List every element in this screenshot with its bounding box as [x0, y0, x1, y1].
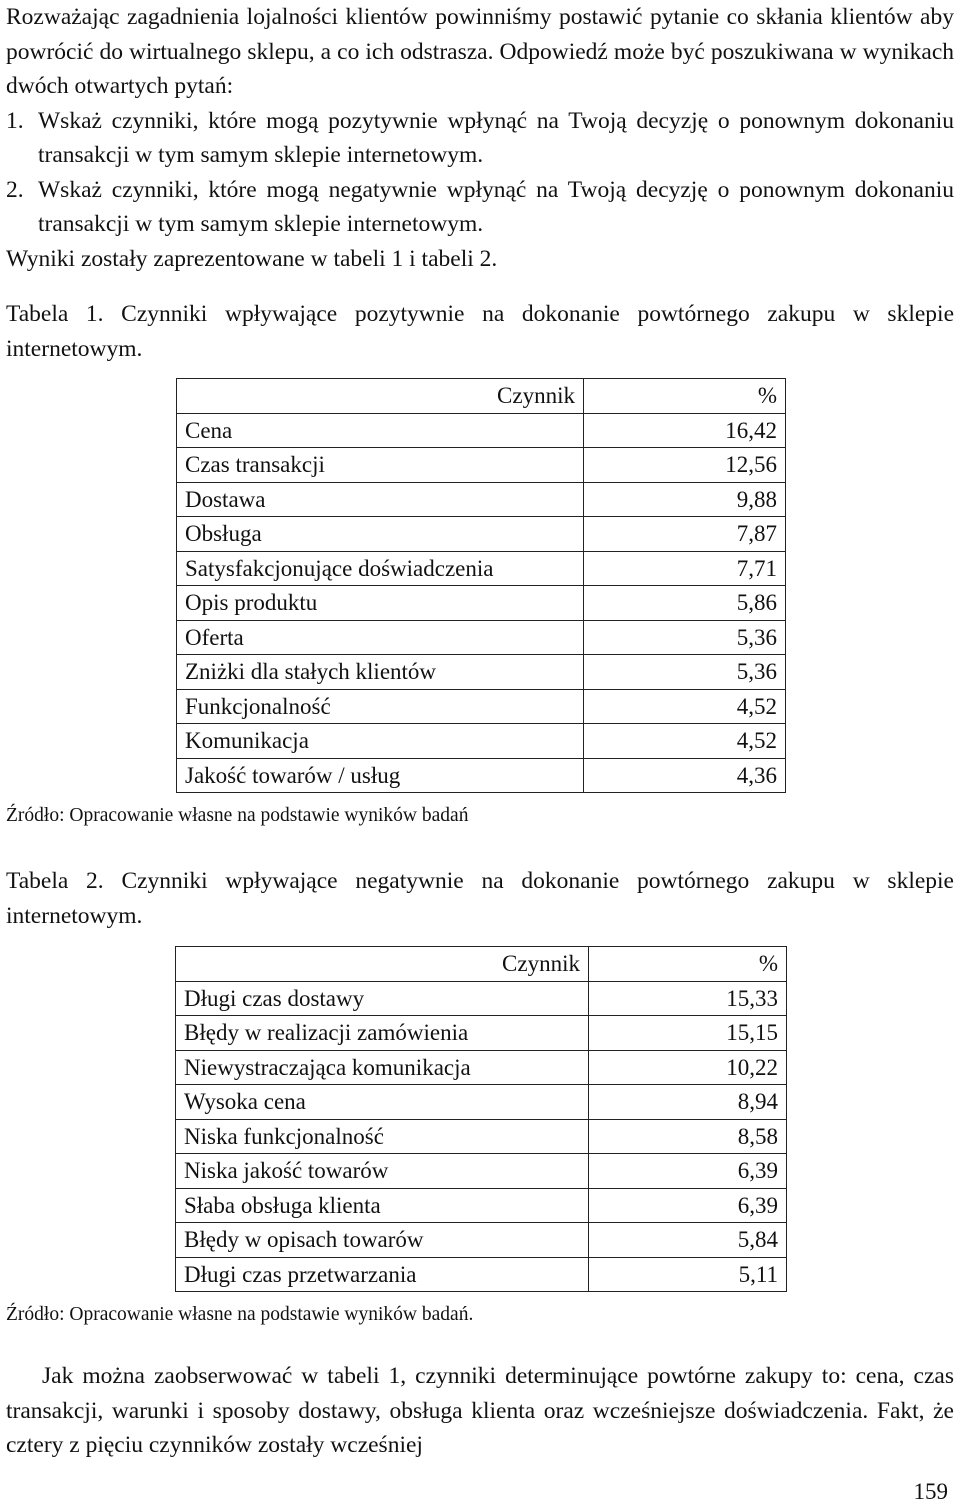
percent-cell: 5,84 [589, 1223, 787, 1258]
table-row [177, 413, 786, 448]
percent-column-header: % [584, 379, 786, 414]
factor-cell: Funkcjonalność [177, 689, 584, 724]
factor-column-header: Czynnik [177, 379, 584, 414]
question-text: Wskaż czynniki, które mogą pozytywnie wpłynąć na Twoją decyzję o ponownym dokonaniu transakcji w tym samym sklepie internetowym. [38, 107, 954, 168]
percent-cell: 7,87 [584, 517, 786, 552]
page-number: 159 [913, 1479, 948, 1504]
factor-cell: Zniżki dla stałych klientów [177, 655, 584, 690]
factor-cell: Błędy w opisach towarów [176, 1223, 589, 1258]
factor-cell: Błędy w realizacji zamówienia [176, 1016, 589, 1051]
table-row [176, 1050, 787, 1085]
table2-caption: Tabela 2. Czynniki wpływające negatywnie na dokonanie powtórnego zakupu w sklepie internetowym. [6, 868, 954, 929]
factor-cell: Czas transakcji [177, 448, 584, 483]
table2 [175, 946, 787, 1292]
factor-cell: Niska funkcjonalność [176, 1119, 589, 1154]
question-item [6, 104, 954, 173]
factor-cell: Długi czas dostawy [176, 981, 589, 1016]
question-number: 2. [6, 176, 24, 203]
percent-cell: 5,36 [584, 620, 786, 655]
percent-cell: 15,33 [589, 981, 787, 1016]
table-row [176, 1119, 787, 1154]
percent-cell: 5,86 [584, 586, 786, 621]
intro-section [6, 0, 954, 276]
percent-column-header: % [589, 947, 787, 982]
percent-cell: 8,94 [589, 1085, 787, 1120]
table1-source: Źródło: Opracowanie własne na podstawie wyników badań [6, 805, 469, 826]
factor-column-header: Czynnik [176, 947, 589, 982]
table-row [177, 724, 786, 759]
factor-cell: Satysfakcjonujące doświadczenia [177, 551, 584, 586]
table-row [177, 482, 786, 517]
percent-cell: 5,36 [584, 655, 786, 690]
table-row [176, 1016, 787, 1051]
percent-cell: 12,56 [584, 448, 786, 483]
percent-cell: 7,71 [584, 551, 786, 586]
factor-cell: Cena [177, 413, 584, 448]
percent-cell: 16,42 [584, 413, 786, 448]
percent-cell: 4,36 [584, 758, 786, 793]
table-header-row [177, 379, 786, 414]
question-item [6, 173, 954, 242]
percent-cell: 4,52 [584, 689, 786, 724]
factor-cell: Długi czas przetwarzania [176, 1257, 589, 1292]
percent-cell: 8,58 [589, 1119, 787, 1154]
percent-cell: 5,11 [589, 1257, 787, 1292]
table-row [177, 586, 786, 621]
factor-cell: Dostawa [177, 482, 584, 517]
table1-caption: Tabela 1. Czynniki wpływające pozytywnie na dokonanie powtórnego zakupu w sklepie internetowym. [6, 301, 954, 362]
table-row [176, 1085, 787, 1120]
factor-cell: Opis produktu [177, 586, 584, 621]
intro-paragraph: Rozważając zagadnienia lojalności klientów powinniśmy postawić pytanie co skłania klientów aby powrócić do wirtualnego sklepu, a co ich odstrasza. Odpowiedź może być poszukiwana w wynikach dwóch otwartych pytań: [6, 4, 954, 99]
table-row [177, 551, 786, 586]
table-row [176, 1223, 787, 1258]
table2-source: Źródło: Opracowanie własne na podstawie wyników badań. [6, 1304, 474, 1325]
question-number: 1. [6, 107, 24, 134]
table1 [176, 378, 786, 793]
factor-cell: Niewystraczająca komunikacja [176, 1050, 589, 1085]
factor-cell: Jakość towarów / usług [177, 758, 584, 793]
results-note: Wyniki zostały zaprezentowane w tabeli 1 i tabeli 2. [6, 245, 498, 272]
table-row [176, 1257, 787, 1292]
table-row [176, 981, 787, 1016]
percent-cell: 4,52 [584, 724, 786, 759]
factor-cell: Komunikacja [177, 724, 584, 759]
factor-cell: Oferta [177, 620, 584, 655]
table-row [177, 758, 786, 793]
table-row [176, 1188, 787, 1223]
percent-cell: 10,22 [589, 1050, 787, 1085]
factor-cell: Wysoka cena [176, 1085, 589, 1120]
table-row [176, 1154, 787, 1189]
factor-cell: Obsługa [177, 517, 584, 552]
question-text: Wskaż czynniki, które mogą negatywnie wpłynąć na Twoją decyzję o ponownym dokonaniu transakcji w tym samym sklepie internetowym. [38, 176, 954, 237]
table-header-row [176, 947, 787, 982]
percent-cell: 15,15 [589, 1016, 787, 1051]
percent-cell: 6,39 [589, 1154, 787, 1189]
table-row [177, 517, 786, 552]
factor-cell: Słaba obsługa klienta [176, 1188, 589, 1223]
factor-cell: Niska jakość towarów [176, 1154, 589, 1189]
table-row [177, 689, 786, 724]
table-row [177, 448, 786, 483]
closing-paragraph: Jak można zaobserwować w tabeli 1, czynniki determinujące powtórne zakupy to: cena, czas transakcji, warunki i sposoby dostawy, obsługa klienta oraz wcześniejsze doświadczenia. Fakt, że cztery z pięciu czynników zostały wcześniej [6, 1363, 954, 1458]
table-row [177, 620, 786, 655]
table-row [177, 655, 786, 690]
percent-cell: 6,39 [589, 1188, 787, 1223]
percent-cell: 9,88 [584, 482, 786, 517]
question-list [6, 104, 954, 242]
